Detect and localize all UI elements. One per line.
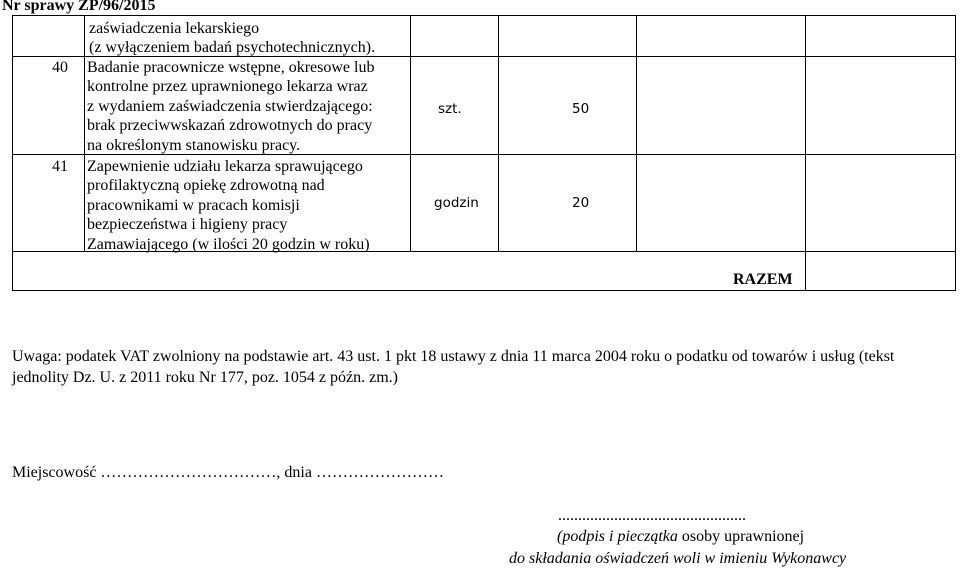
description-line: Zapewnienie udziału lekarza sprawującego xyxy=(87,158,363,175)
signature-authority-line: do składania oświadczeń woli w imieniu Wykonawcy xyxy=(509,550,847,567)
column-divider xyxy=(636,15,637,252)
row-number: 41 xyxy=(52,158,68,175)
column-divider xyxy=(805,15,806,291)
signature-label-italic: (podpis i pieczątka xyxy=(557,528,678,545)
row-quantity: 20 xyxy=(572,195,590,211)
row-quantity: 50 xyxy=(572,101,590,117)
column-divider xyxy=(84,15,85,252)
row-description xyxy=(87,58,374,155)
description-line: z wydaniem zaświadczenia stwierdzającego: xyxy=(87,97,373,115)
description-line: Badanie pracownicze wstępne, okresowe lub xyxy=(87,59,375,76)
column-divider xyxy=(498,15,499,252)
signature-dots: ............................................... xyxy=(558,507,746,524)
row-description xyxy=(89,19,375,58)
row-number: 40 xyxy=(52,59,68,76)
vat-note-line: jednolity Dz. U. z 2011 roku Nr 177, poz. 1054 z późn. zm.) xyxy=(12,369,398,386)
table-top-border xyxy=(12,15,956,16)
signature-label-rest: osoby uprawnionej xyxy=(677,528,805,545)
column-divider xyxy=(410,15,411,252)
row-description xyxy=(87,157,370,254)
vat-note-line: Uwaga: podatek VAT zwolniony na podstawie art. 43 ust. 1 pkt 18 ustawy z dnia 11 marca 2004 roku o podatku od towarów i usług (tekst xyxy=(12,348,895,365)
table-left-border xyxy=(12,15,13,291)
description-line: pracownikami w pracach komisji xyxy=(87,196,300,214)
table-right-border xyxy=(955,15,956,291)
description-line: Zamawiającego (w ilości 20 godzin w roku) xyxy=(87,235,370,253)
description-line: bezpieczeństwa i higieny pracy xyxy=(87,216,288,234)
description-line: na określonym stanowisku pracy. xyxy=(87,136,301,154)
row-unit: godzin xyxy=(434,195,479,211)
description-line: brak przeciwwskazań zdrowotnych do pracy xyxy=(87,117,373,135)
description-line: zaświadczenia lekarskiego xyxy=(89,20,260,37)
case-number: Nr sprawy ZP/96/2015 xyxy=(2,0,156,14)
description-line: profilaktyczną opiekę zdrowotną nad xyxy=(87,177,325,195)
table-bottom-border xyxy=(12,290,956,291)
description-line: kontrolne przez uprawnionego lekarza wraz xyxy=(87,78,368,96)
description-line: (z wyłączeniem badań psychotechnicznych). xyxy=(89,39,376,57)
row-unit: szt. xyxy=(438,101,462,117)
place-date-line: Miejscowość ……………………………, dnia …………………… xyxy=(12,464,444,481)
signature-label xyxy=(557,526,804,547)
vat-note xyxy=(12,346,894,388)
total-label: RAZEM xyxy=(733,271,793,288)
